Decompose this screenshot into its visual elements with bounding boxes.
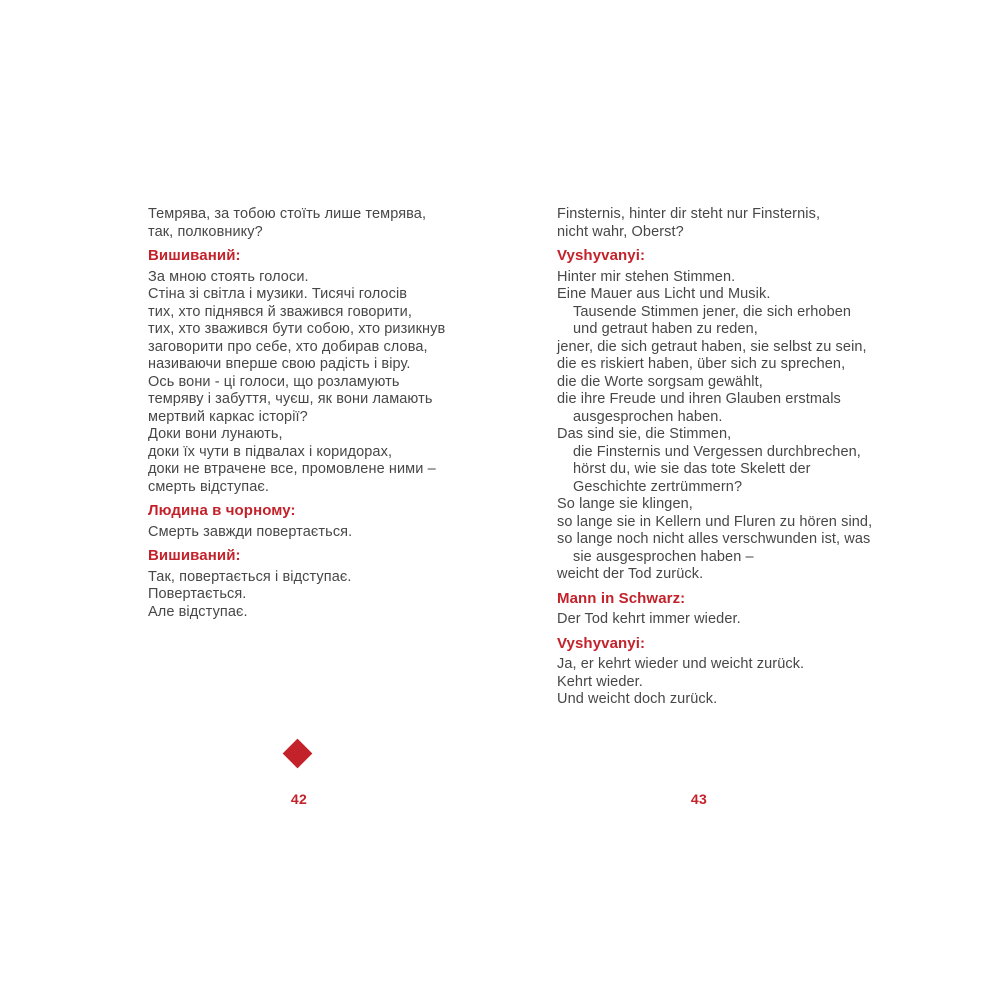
verse-line: so lange sie in Kellern und Fluren zu hören sind, <box>557 513 873 530</box>
verse-line: заговорити про себе, хто добирав слова, <box>148 338 428 355</box>
verse-line: Geschichte zertrümmern? <box>573 478 743 495</box>
verse-line: hörst du, wie sie das tote Skelett der <box>573 461 811 477</box>
verse-block <box>557 656 957 709</box>
verse-line: тих, хто зважився бути собою, хто ризикнув <box>148 321 446 337</box>
verse-line: Повертається. <box>148 586 247 602</box>
speaker-heading: Vyshyvanyi: <box>557 247 646 264</box>
verse-line: Смерть завжди повертається. <box>148 523 353 540</box>
verse-block <box>557 611 957 629</box>
verse-line: Доки вони лунають, <box>148 426 283 442</box>
verse-line: Und weicht doch zurück. <box>557 691 718 707</box>
speaker-heading: Mann in Schwarz: <box>557 589 686 607</box>
verse-line: nicht wahr, Oberst? <box>557 223 684 240</box>
verse-line: Темрява, за тобою стоїть лише темрява, <box>148 206 427 222</box>
speaker-heading: Вишиваний: <box>148 247 241 264</box>
verse-line: die es riskiert haben, über sich zu sprechen, <box>557 356 846 372</box>
verse-line: Але відступає. <box>148 603 248 620</box>
speaker-heading: Вишиваний: <box>148 547 241 564</box>
verse-line: die Finsternis und Vergessen durchbrechen, <box>573 443 861 460</box>
page-number-left: 42 <box>290 791 308 807</box>
verse-line: доки їх чути в підвалах і коридорах, <box>148 443 393 460</box>
verse-line: sie ausgesprochen haben – <box>573 548 754 565</box>
verse-line: weicht der Tod zurück. <box>557 566 704 582</box>
verse-block <box>148 569 508 622</box>
verse-line: Das sind sie, die Stimmen, <box>557 426 732 442</box>
verse-line: die ihre Freude und ihren Glauben erstmals <box>557 391 841 407</box>
verse-line: Hinter mir stehen Stimmen. <box>557 268 736 285</box>
verse-line: Der Tod kehrt immer wieder. <box>557 611 741 627</box>
verse-line: Kehrt wieder. <box>557 673 643 690</box>
verse-line: За мною стоять голоси. <box>148 268 309 285</box>
verse-line: Так, повертається і відступає. <box>148 568 352 585</box>
speaker-heading: Vyshyvanyi: <box>557 634 646 652</box>
right-page-text-column <box>557 206 957 709</box>
diamond-icon <box>283 739 313 769</box>
verse-line: так, полковнику? <box>148 223 263 240</box>
verse-line: So lange sie klingen, <box>557 496 693 512</box>
verse-line: und getraut haben zu reden, <box>573 321 758 337</box>
speaker-heading: Людина в чорному: <box>148 502 296 519</box>
verse-line: Стіна зі світла і музики. Тисячі голосів <box>148 286 408 302</box>
verse-line: мертвий каркас історії? <box>148 408 308 425</box>
verse-block <box>557 269 957 584</box>
page-number-right: 43 <box>690 791 708 807</box>
verse-line: Ja, er kehrt wieder und weicht zurück. <box>557 656 805 672</box>
verse-line: Tausende Stimmen jener, die sich erhoben <box>573 303 852 320</box>
verse-line: Ось вони - ці голоси, що розламують <box>148 373 400 390</box>
verse-line: темряву і забуття, чуєш, як вони ламають <box>148 391 433 407</box>
verse-line: die die Worte sorgsam gewählt, <box>557 373 763 390</box>
verse-line: називаючи вперше свою радість і віру. <box>148 356 411 372</box>
verse-block <box>557 206 957 241</box>
verse-line: jener, die sich getraut haben, sie selbst zu sein, <box>557 338 867 355</box>
verse-block <box>148 206 508 241</box>
verse-line: доки не втрачене все, промовлене ними – <box>148 461 436 477</box>
verse-line: тих, хто піднявся й зважився говорити, <box>148 303 412 320</box>
verse-line: Eine Mauer aus Licht und Musik. <box>557 286 771 302</box>
left-page-text-column <box>148 206 508 621</box>
verse-block <box>148 524 508 542</box>
verse-line: so lange noch nicht alles verschwunden ist, was <box>557 531 871 547</box>
verse-line: Finsternis, hinter dir steht nur Finsternis, <box>557 206 821 222</box>
verse-line: смерть відступає. <box>148 478 269 495</box>
verse-block <box>148 269 508 497</box>
verse-line: ausgesprochen haben. <box>573 408 723 425</box>
